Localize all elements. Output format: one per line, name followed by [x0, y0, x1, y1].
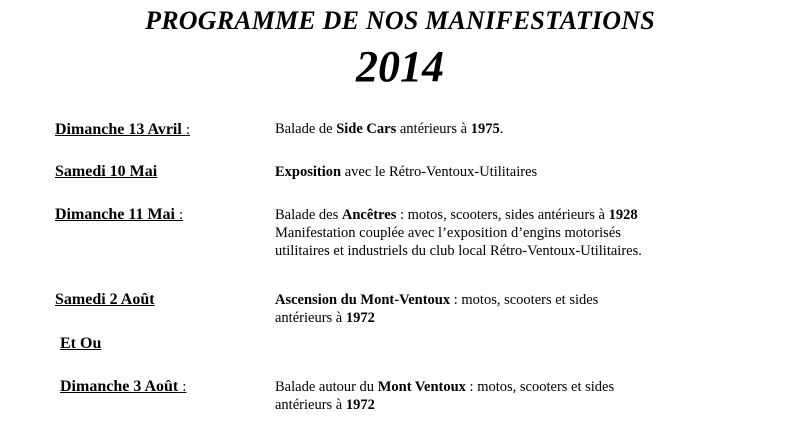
event-date-label: Dimanche 13 Avril: [55, 121, 182, 138]
description-line: utilitaires et industriels du club local Rétro-Ventoux-Utilitaires.: [275, 243, 642, 259]
event-description-4: [275, 291, 775, 327]
event-date-colon: :: [179, 207, 184, 223]
event-date-2: [55, 162, 157, 182]
event-date-6: [60, 377, 186, 397]
event-date-3: [55, 205, 183, 225]
event-date-colon: :: [185, 122, 190, 138]
highlight-text: Mont Ventoux: [377, 379, 466, 395]
event-date-label: Samedi 10 Mai: [55, 163, 158, 180]
description-line: Balade de Side Cars antérieurs à 1975.: [275, 121, 504, 137]
event-date-1: [55, 120, 190, 140]
highlight-text: 1928: [608, 207, 638, 223]
program-year: 2014: [356, 42, 444, 91]
event-date-label: Et Ou: [60, 335, 102, 352]
event-description-3: [275, 206, 775, 260]
description-line: Manifestation couplée avec l’exposition d’engins motorisés: [275, 225, 621, 241]
highlight-text: 1972: [345, 397, 375, 413]
description-line: Balade autour du Mont Ventoux : motos, scooters et sides: [275, 379, 615, 395]
highlight-text: Ancêtres: [341, 207, 397, 223]
description-line: Exposition avec le Rétro-Ventoux-Utilitaires: [275, 164, 538, 180]
description-line: antérieurs à 1972: [275, 310, 375, 326]
event-date-label: Dimanche 3 Août: [60, 378, 179, 395]
description-line: Ascension du Mont-Ventoux : motos, scooters et sides: [275, 292, 599, 308]
description-line: antérieurs à 1972: [275, 397, 375, 413]
description-line: Balade des Ancêtres : motos, scooters, sides antérieurs à 1928: [275, 207, 638, 223]
event-date-colon: :: [182, 379, 187, 395]
highlight-text: 1972: [345, 310, 375, 326]
event-date-4: [55, 290, 155, 310]
event-date-label: Dimanche 11 Mai: [55, 206, 175, 223]
event-description-2: [275, 163, 775, 181]
highlight-text: Ascension du Mont-Ventoux: [275, 292, 451, 308]
event-date-label: Samedi 2 Août: [55, 291, 155, 308]
page-title: PROGRAMME DE NOS MANIFESTATIONS: [145, 6, 655, 35]
highlight-text: 1975: [470, 121, 500, 137]
highlight-text: Side Cars: [336, 121, 397, 137]
event-date-5: [60, 334, 101, 354]
highlight-text: Exposition: [275, 164, 342, 180]
event-description-6: [275, 378, 775, 414]
event-description-1: [275, 120, 775, 138]
